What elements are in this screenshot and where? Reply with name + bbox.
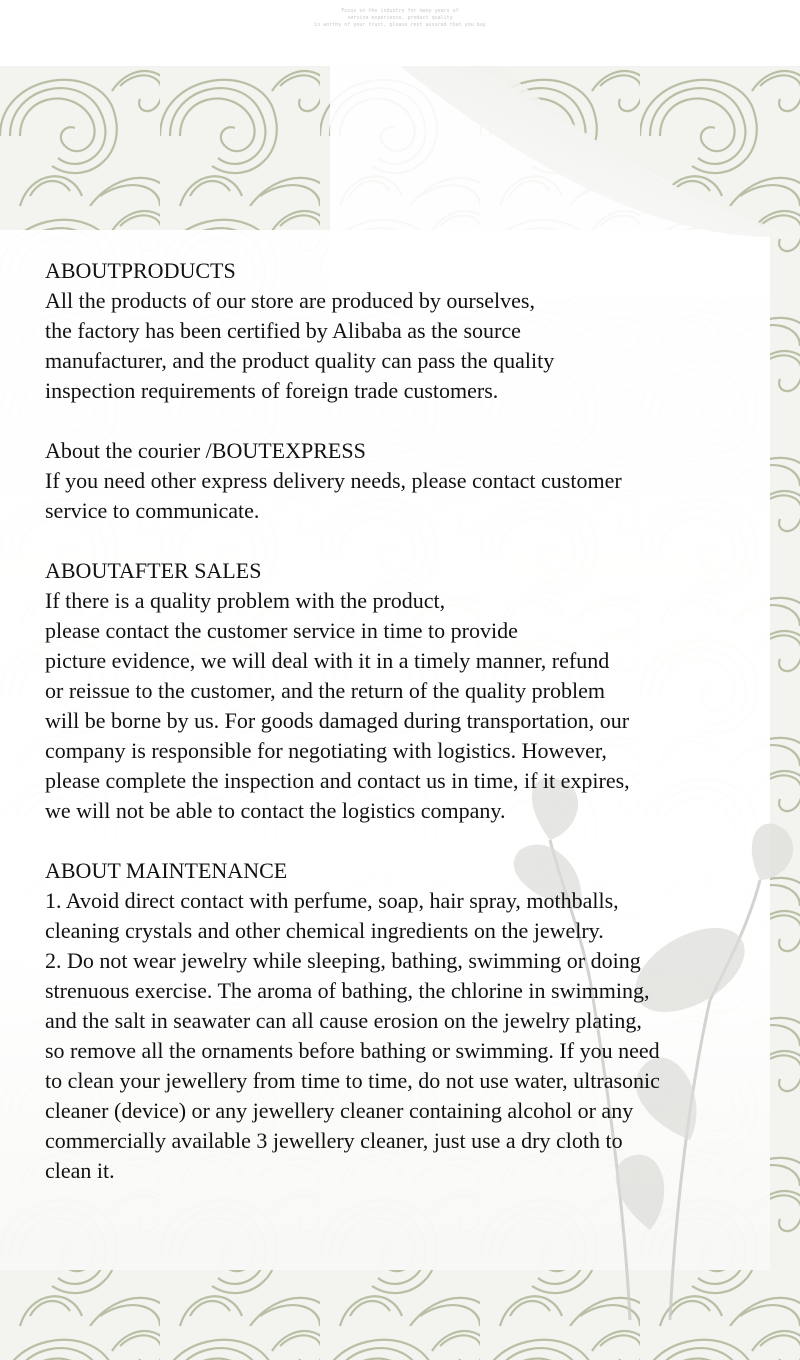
text-line: to clean your jewellery from time to time, do not use water, ultrasonic [45, 1068, 660, 1093]
text-line: cleaning crystals and other chemical ingredients on the jewelry. [45, 918, 604, 943]
text-line: please complete the inspection and contact us in time, if it expires, [45, 768, 630, 793]
text-line: 1. Avoid direct contact with perfume, soap, hair spray, mothballs, [45, 888, 619, 913]
text-line: 2. Do not wear jewelry while sleeping, bathing, swimming or doing [45, 948, 641, 973]
text-line: All the products of our store are produced by ourselves, [45, 288, 535, 313]
text-line: service to communicate. [45, 498, 260, 523]
caption-line: service experience, product quality [347, 15, 453, 21]
text-line: we will not be able to contact the logistics company. [45, 798, 506, 823]
text-line: please contact the customer service in time to provide [45, 618, 518, 643]
text-line: picture evidence, we will deal with it in a timely manner, refund [45, 648, 610, 673]
section-about-courier [45, 436, 775, 526]
text-line: or reissue to the customer, and the return of the quality problem [45, 678, 605, 703]
caption-line: Focus on the industry for many years of [341, 8, 459, 14]
text-line: so remove all the ornaments before bathing or swimming. If you need [45, 1038, 660, 1063]
info-content [45, 256, 775, 1216]
section-heading: ABOUTPRODUCTS [45, 258, 236, 283]
section-after-sales [45, 556, 775, 826]
text-line: strenuous exercise. The aroma of bathing, the chlorine in swimming, [45, 978, 650, 1003]
section-about-products [45, 256, 775, 406]
section-heading: ABOUTAFTER SALES [45, 558, 262, 583]
text-line: cleaner (device) or any jewellery cleaner containing alcohol or any [45, 1098, 634, 1123]
text-line: commercially available 3 jewellery cleaner, just use a dry cloth to [45, 1128, 623, 1153]
section-maintenance [45, 856, 775, 1186]
text-line: If there is a quality problem with the product, [45, 588, 446, 613]
section-heading: ABOUT MAINTENANCE [45, 858, 288, 883]
caption-line: is worthy of your trust, please rest assured that you buy [314, 22, 486, 28]
text-line: inspection requirements of foreign trade customers. [45, 378, 499, 403]
text-line: and the salt in seawater can all cause erosion on the jewelry plating, [45, 1008, 642, 1033]
text-line: the factory has been certified by Alibaba as the source [45, 318, 521, 343]
text-line: manufacturer, and the product quality can pass the quality [45, 348, 555, 373]
top-caption [0, 8, 800, 29]
section-heading: About the courier /BOUTEXPRESS [45, 438, 366, 463]
text-line: clean it. [45, 1158, 115, 1183]
text-line: company is responsible for negotiating with logistics. However, [45, 738, 607, 763]
text-line: will be borne by us. For goods damaged during transportation, our [45, 708, 630, 733]
text-line: If you need other express delivery needs, please contact customer [45, 468, 622, 493]
